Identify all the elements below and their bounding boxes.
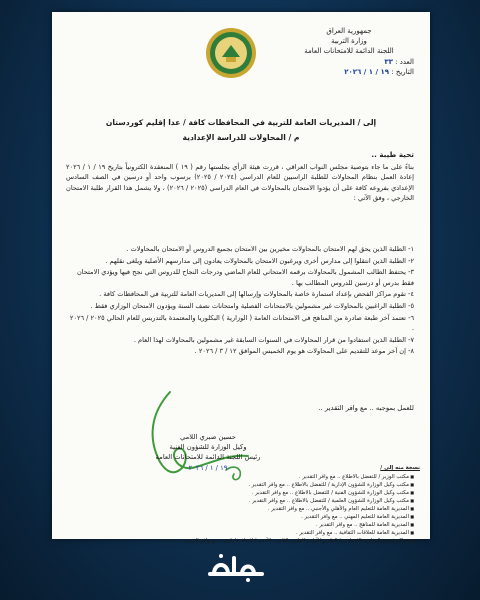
copy-recipient: ■ مكتب وكيل الوزارة للشؤون الفنية / للتفضل بالاطلاع .. مع وافر التقدير .	[170, 489, 414, 497]
decision-item: ٥- الطلبة الراغبين بالمحاولات غير مشمولين بالامتحانات الفصلية وامتحانات نصف السنة ويؤدون الامتحان الوزاري فقط .	[90, 302, 414, 311]
number-label: العدد :	[395, 58, 414, 66]
copy-recipient: ■ مكتب وكيل الوزارة للشؤون العلمية / للتفضل بالاطلاع .. مع وافر التقدير .	[170, 497, 414, 505]
decision-items	[66, 244, 414, 358]
copy-recipient: ■ مكتب وكيل الوزارة للشؤون الإدارية / للتفضل بالاطلاع .. مع وافر التقدير .	[170, 481, 414, 489]
decision-item: ٦- تعتمد آخر طبعة صادرة من المناهج في الامتحانات العامة ( الوزارية ) البكلوريا والمعتمدة بالتدريس للعام الحالي ٢٠٢٥ / ٢٠٢٦ .	[69, 313, 414, 333]
letterhead	[284, 26, 414, 77]
greeting: تحية طيبة ..	[371, 150, 414, 159]
signature-date: ١٩ / ١ / ٢٠٢٦	[188, 463, 228, 472]
decision-item: ٢- الطلبة الذين انتقلوا إلى مدارس أخرى ويرغبون الامتحان بالمحاولات يعادون إلى مدارسهم الأصلية ويلغى نقلهم .	[105, 256, 414, 265]
decision-item: ٧- الطلبة الذين استفادوا من قرار المحاولات في السنوات السابقة غير مشمولين بالمحاولات لهذا العام .	[133, 335, 414, 344]
reference-date	[284, 67, 414, 77]
date-value: ١٩ / ١ / ٢٠٢٦	[344, 68, 389, 76]
copy-recipient: ■ مكتب الوزير / للتفضل بالاطلاع .. مع وافر التقدير .	[170, 473, 414, 481]
copy-recipient: ■ المديرية العامة للتعليم المهني .. مع وافر التقدير .	[170, 513, 414, 521]
copies-title: نسخة منه إلى /	[380, 465, 420, 471]
number-value: ٣٣	[384, 58, 393, 66]
decision-item: ١- الطلبة الذين يحق لهم الامتحان بالمحاولات مخيرين بين الامتحان بجميع الدروس أو الامتحان بالمحاولات .	[126, 245, 414, 253]
signatory-title-2: رئيس اللجنة الدائمة للامتحانات العامة	[155, 453, 261, 462]
closing-line: للعمل بموجبه .. مع وافر التقدير ..	[318, 404, 414, 412]
decision-item: ٤- تقوم مراكز الفحص بإعداد استمارة خاصة بالمحاولات وإرسالها إلى المديريات العامة للتربية في المحافظات كافة .	[99, 290, 414, 299]
copies-list	[170, 464, 420, 545]
ministry-emblem-icon	[204, 26, 258, 80]
document-page	[52, 12, 430, 544]
copy-recipient: ■ المديرية العامة للمناهج .. مع وافر التقدير .	[170, 521, 414, 529]
signatory-title: وكيل الوزارة للشؤون الفنية	[169, 443, 247, 452]
addressee-line: إلى / المديريات العامة للتربية في المحافظات كافة / عدا إقليم كوردستان	[105, 118, 377, 127]
subject-line: م / المحاولات للدراسة الإعدادية	[182, 133, 300, 142]
reference-number	[284, 57, 414, 67]
ministry-name: وزارة التربية	[331, 37, 367, 45]
committee-name: اللجنة الدائمة للامتحانات العامة	[304, 47, 394, 55]
body-paragraph: بناءً على ما جاء بتوصية مجلس النواب العراقي ، قررت هيئة الرأي بجلستها رقم ( ١٩ ) المنعقدة الكترونياً بتاريخ ١٩ / ١ / ٢٠٢٦ إعادة العمل بنظام المحاولات للطلبة الراسبين للعام الدراسي (٢٠٢٤ / ٢٠٢٥) برسوب واحد أو درسين في الصف السادس الإعدادي بفروعه كافة على أن يؤدوا الامتحان بالمحاولات في العام الدراسي (٢٠٢٥ / ٢٠٢٦) ، ولا يشمل هذا القرار طلبة الامتحان الخارجي ، وفق الآتي :	[66, 163, 414, 202]
copy-recipient: ■ مراكز فحص الدراسة الإعدادية ( العلمي الأول ، العلمي الثاني ، الأدبي ) لاتخاذ ما يلزم .. مع وافر التقدير .	[170, 537, 414, 545]
dijlah-logo	[204, 548, 270, 584]
country-name: جمهورية العراق	[326, 27, 372, 35]
decision-item: ٨- إن آخر موعد للتقديم على المحاولات هو يوم الخميس الموافق ١٢ / ٣ / ٢٠٢٦ .	[194, 347, 414, 356]
copy-recipient: ■ المديرية العامة للعلاقات الثقافية .. مع وافر التقدير .	[170, 529, 414, 537]
decision-item: ٣- يحتفظ الطالب المشمول بالمحاولات برقمه الامتحاني للعام الماضي ودرجات النجاح للدروس التي نجح فيها ويؤدي الامتحان فقط بدرس أو درسين للدروس المطالب بها .	[76, 268, 414, 287]
date-label: التاريخ :	[391, 68, 414, 76]
signatory-name: حسين صبري اللامي	[179, 433, 237, 441]
copy-recipient: ■ المديرية العامة للتعليم العام والأهلي والأجنبي .. مع وافر التقدير .	[170, 505, 414, 513]
